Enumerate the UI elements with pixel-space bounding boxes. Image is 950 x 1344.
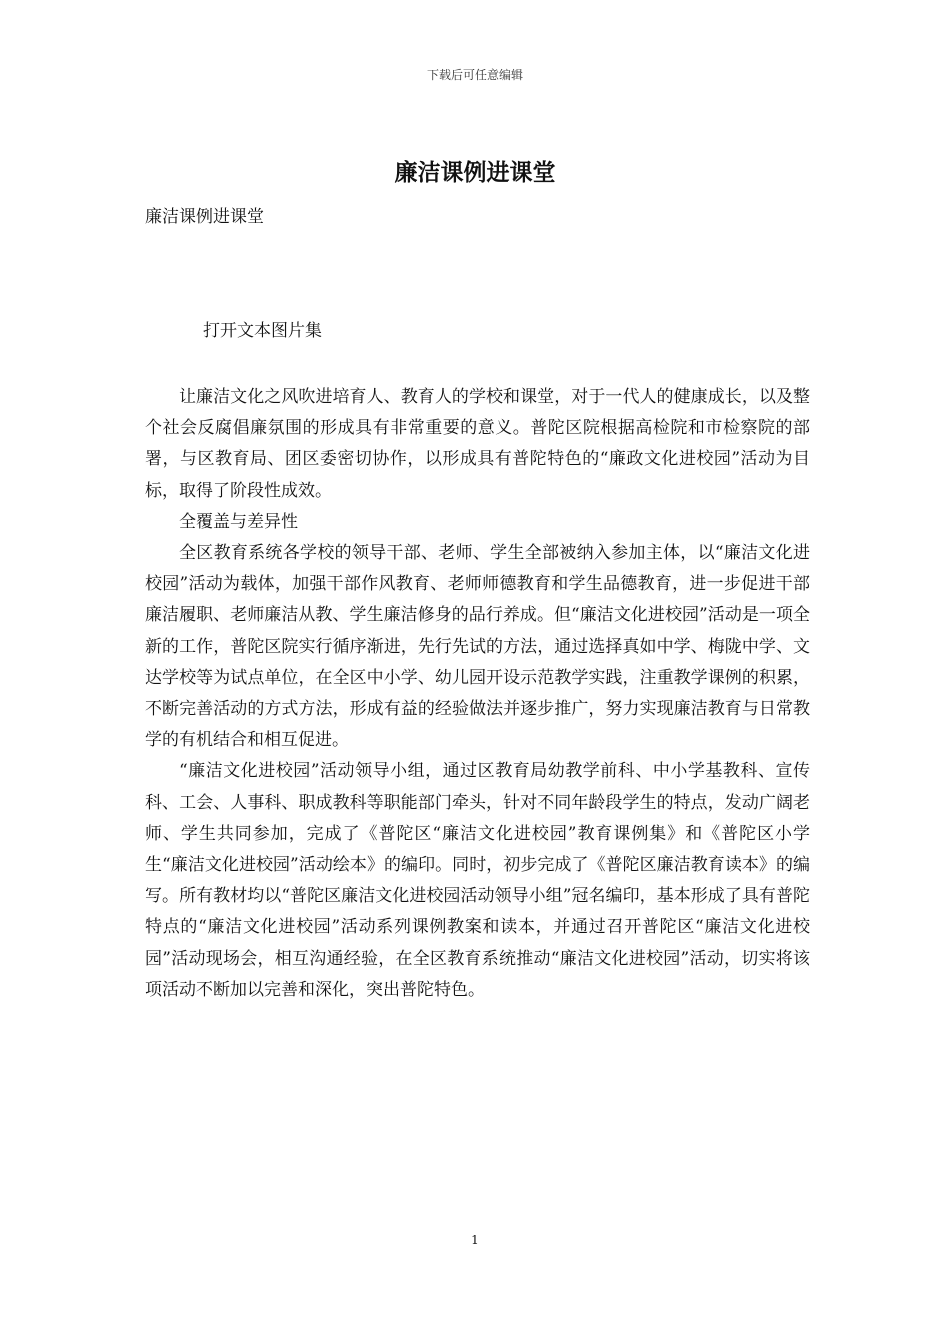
article-body <box>145 382 810 1006</box>
paragraph-coverage: 全区教育系统各学校的领导干部、老师、学生全部被纳入参加主体，以“廉洁文化进校园”活动为载体，加强干部作风教育、老师师德教育和学生品德教育，进一步促进干部廉洁履职、老师廉洁从教、学生廉洁修身的品行养成。但“廉洁文化进校园”活动是一项全新的工作，普陀区院实行循序渐进，先行先试的方法，通过选择真如中学、梅陇中学、文达学校等为试点单位，在全区中小学、幼儿园开设示范教学实践，注重教学课例的积累，不断完善活动的方式方法，形成有益的经验做法并逐步推广，努力实现廉洁教育与日常教学的有机结合和相互促进。 <box>145 543 810 751</box>
open-image-gallery-link[interactable]: 打开文本图片集 <box>203 321 322 341</box>
page-number: 1 <box>471 1233 479 1247</box>
document-subtitle: 廉洁课例进课堂 <box>145 207 264 227</box>
section-heading: 全覆盖与差异性 <box>179 511 298 532</box>
paragraph-intro: 让廉洁文化之风吹进培育人、教育人的学校和课堂，对于一代人的健康成长，以及整个社会反腐倡廉氛围的形成具有非常重要的意义。普陀区院根据高检院和市检察院的部署，与区教育局、团区委密切协作，以形成具有普陀特色的“廉政文化进校园”活动为目标，取得了阶段性成效。 <box>145 387 810 501</box>
header-note: 下载后可任意编辑 <box>426 68 523 82</box>
document-title: 廉洁课例进课堂 <box>394 159 556 186</box>
paragraph-leadership-group: “廉洁文化进校园”活动领导小组，通过区教育局幼教学前科、中小学基教科、宣传科、工会、人事科、职成教科等职能部门牵头，针对不同年龄段学生的特点，发动广阔老师、学生共同参加，完成了《普陀区“廉洁文化进校园”教育课例集》和《普陀区小学生“廉洁文化进校园”活动绘本》的编印。同时，初步完成了《普陀区廉洁教育读本》的编写。所有教材均以“普陀区廉洁文化进校园活动领导小组”冠名编印，基本形成了具有普陀特点的“廉洁文化进校园”活动系列课例教案和读本，并通过召开普陀区“廉洁文化进校园”活动现场会，相互沟通经验，在全区教育系统推动“廉洁文化进校园”活动，切实将该项活动不断加以完善和深化，突出普陀特色。 <box>145 761 810 1000</box>
